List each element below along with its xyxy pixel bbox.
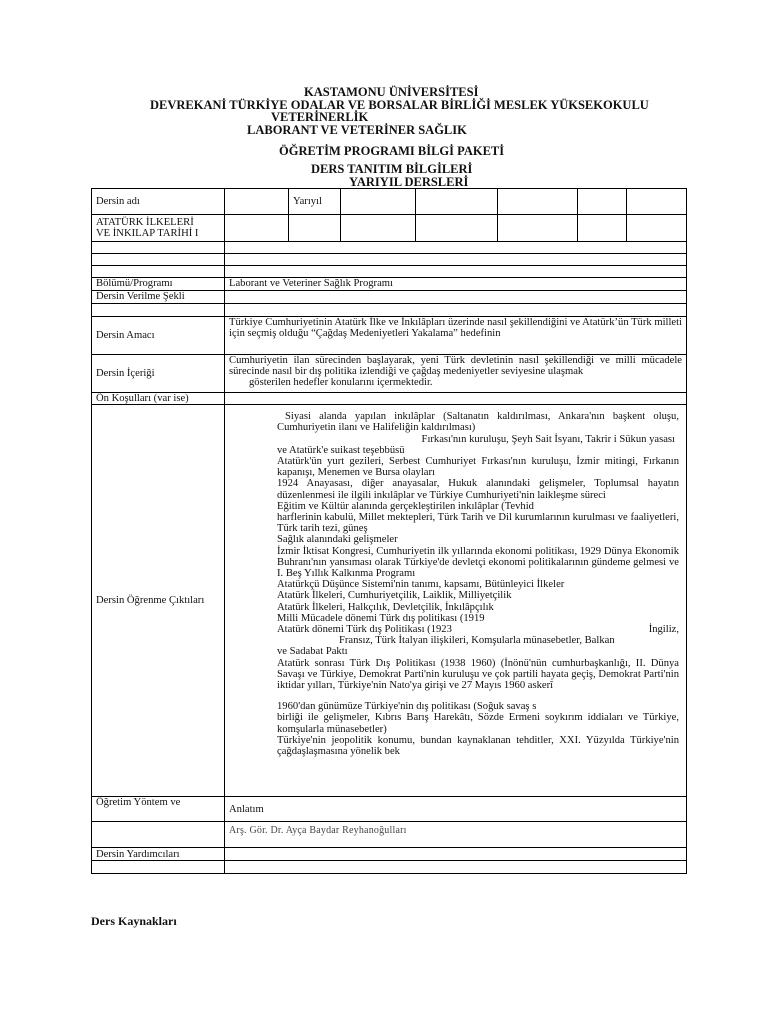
- empty-cell: [225, 848, 687, 861]
- prereq-label: Ön Koşulları (var ise): [92, 393, 225, 405]
- list-item: Atatürk sonrası Türk Dış Politikası (1938 1960) (İnönü'nün cumhurbaşkanlığı, II. Dünya Savaşı ve Türkiye, Demokrat Parti'nin kuruluşu ve çok partili hayata geçiş, Demokrat Parti'nin iktidar yılları, Türkiye'nin Nato'ya girişi ve 27 Mayıs 1960 askerî: [277, 657, 679, 692]
- list-item-text: İngiliz,: [648, 624, 679, 636]
- empty-cell: [92, 861, 225, 874]
- list-item: 1924 Anayasası, diğer anayasalar, Hukuk alanındaki gelişmeler, Toplumsal hayatın düzenlenmesi ile ilgili inkılâplar ve Türkiye Cumhuriyeti'nin laikleşme süreci: [277, 478, 679, 501]
- table-row: [92, 242, 687, 254]
- empty-cell: [498, 215, 578, 242]
- list-item: Sağlık alanındaki gelişmeler: [277, 534, 398, 546]
- school-title: DEVREKANİ TÜRKİYE ODALAR VE BORSALAR BİRLİĞİ MESLEK YÜKSEKOKULU: [150, 98, 649, 112]
- list-item: Atatürk İlkeleri, Cumhuriyetçilik, Laiklik, Milliyetçilik: [277, 590, 512, 602]
- assistants-label: Dersin Yardımcıları: [92, 848, 225, 861]
- info-title: DERS TANITIM BİLGİLERİ: [311, 162, 473, 176]
- table-row: [92, 254, 687, 266]
- empty-cell: [578, 215, 627, 242]
- empty-cell: [416, 189, 498, 215]
- list-item-text: Atatürk dönemi Türk dış Politikası (1923: [277, 624, 452, 636]
- program-title: LABORANT VE VETERİNER SAĞLIK: [247, 123, 467, 137]
- list-item: Fırkası'nın kuruluşu, Şeyh Sait İsyanı, Takrir i Sükun yasası: [421, 433, 675, 445]
- department-label: Bölümü/Programı: [92, 278, 225, 291]
- table-row: [92, 405, 687, 797]
- aim-value: Türkiye Cumhuriyetinin Atatürk İlke ve İnkılâpları üzerinde nasıl şekillendiğini ve Atatürk’ün Türk milleti için seçmiş olduğu “Çağdaş Medeniyetleri Yakalama” hedefinin: [225, 317, 687, 355]
- empty-cell: [92, 266, 225, 278]
- methods-value: Anlatım: [225, 797, 687, 822]
- empty-cell: [341, 215, 416, 242]
- list-item: Atatürk İlkeleri, Halkçılık, Devletçilik, İnkılâpçılık: [277, 601, 494, 613]
- empty-cell: [92, 822, 225, 848]
- table-row: [92, 355, 687, 393]
- empty-cell: [627, 215, 687, 242]
- list-item: [277, 624, 679, 635]
- table-row: [92, 393, 687, 405]
- empty-cell: [225, 266, 687, 278]
- list-item: Eğitim ve Kültür alanında gerçekleştirilen inkılâplar (Tevhid: [277, 500, 534, 512]
- package-title: ÖĞRETİM PROGRAMI BİLGİ PAKETİ: [279, 144, 505, 158]
- semester-label: Yarıyıl: [289, 189, 341, 215]
- empty-cell: [92, 254, 225, 266]
- table-row: [92, 278, 687, 291]
- table-row: [92, 317, 687, 355]
- empty-cell: [225, 254, 687, 266]
- table-row: [92, 861, 687, 874]
- table-row: [92, 266, 687, 278]
- empty-cell: [289, 215, 341, 242]
- empty-cell: [578, 189, 627, 215]
- department-value: Laborant ve Veteriner Sağlık Programı: [225, 278, 687, 291]
- table-row: [92, 215, 687, 242]
- list-item: ve Atatürk'e suikast teşebbüsü: [277, 444, 405, 456]
- content-value-1: Cumhuriyetin ilan sürecinden başlayarak, yeni Türk devletinin nasıl şekillendiği ve milli mücadele sürecinde nasıl bir dış politika izlendiği ve çağdaş medeniyetler seviyesine ulaşmak: [229, 355, 682, 378]
- empty-cell: [225, 215, 289, 242]
- list-item: Fransız, Türk İtalyan ilişkileri, Komşularla münasebetler, Balkan: [339, 635, 615, 647]
- university-title: KASTAMONU ÜNİVERSİTESİ: [304, 85, 479, 99]
- instructor-name: Arş. Gör. Dr. Ayça Baydar Reyhanoğulları: [229, 825, 407, 837]
- delivery-label: Dersin Verilme Şekli: [92, 291, 225, 304]
- empty-cell: [92, 242, 225, 254]
- course-name-line1: ATATÜRK İLKELERİ: [96, 217, 194, 228]
- empty-cell: [225, 189, 289, 215]
- empty-cell: [92, 304, 225, 317]
- empty-cell: [416, 215, 498, 242]
- list-item: 1960'dan günümüze Türkiye'nin dış politikası (Soğuk savaş s: [277, 701, 537, 713]
- empty-cell: [225, 861, 687, 874]
- content-value: [225, 355, 687, 393]
- department-title: VETERİNERLİK: [271, 110, 369, 124]
- list-item: Atatürkçü Düşünce Sistemi'nin tanımı, kapsamı, Bütünleyici İlkeler: [277, 579, 565, 591]
- empty-cell: [225, 291, 687, 304]
- course-name-label: Dersin adı: [92, 189, 225, 215]
- list-item: Milli Mücadele dönemi Türk dış politikası (1919: [277, 612, 485, 624]
- table-row: [92, 189, 687, 215]
- empty-cell: [225, 242, 687, 254]
- content-label: Dersin İçeriği: [92, 355, 225, 393]
- course-info-table: [91, 188, 687, 874]
- aim-label: Dersin Amacı: [92, 317, 225, 355]
- sources-heading: Ders Kaynakları: [91, 914, 177, 928]
- list-item: harflerinin kabulü, Millet mektepleri, Türk Tarih ve Dil kurumlarının kurulması ve faaliyetleri, Türk tarih tezi, güneş: [277, 512, 679, 535]
- list-item: İzmir İktisat Kongresi, Cumhuriyetin ilk yıllarında ekonomi politikası, 1929 Dünya Ekonomik Buhranı'nın yansıması olarak Türkiye'de devletçi ekonomi politikalarının gündeme gelmesi ve I. Beş Yıllık Kalkınma Programı: [277, 545, 679, 580]
- outcomes-label: Dersin Öğrenme Çıktıları: [92, 405, 225, 797]
- content-value-2: gösterilen hedefler konularını içermektedir.: [249, 377, 433, 389]
- empty-cell: [225, 304, 687, 317]
- empty-cell: [627, 189, 687, 215]
- list-item: Siyasi alanda yapılan inkılâplar (Saltanatın kaldırılması, Ankara'nın başkent oluşu, Cumhuriyetin ilanı ve Halifeliğin kaldırılması): [277, 411, 679, 434]
- list-item: birliği ile gelişmeler, Kıbrıs Barış Harekâtı, Sözde Ermeni soykırım iddiaları ve Türkiye, komşularla münasebetler): [277, 712, 679, 735]
- empty-cell: [341, 189, 416, 215]
- table-row: [92, 848, 687, 861]
- outcomes-cell: [225, 405, 687, 797]
- list-item: ve Sadabat Paktı: [277, 646, 348, 658]
- empty-cell: [498, 189, 578, 215]
- table-row: [92, 291, 687, 304]
- list-item: Türkiye'nin jeopolitik konumu, bundan kaynaklanan tehditler, XXI. Yüzyılda Türkiye'nin çağdaşlaşmasına yönelik bek: [277, 734, 679, 758]
- semester-title: YARIYIL DERSLERİ: [349, 175, 469, 189]
- instructor-value: [225, 822, 687, 848]
- methods-label: Öğretim Yöntem ve: [92, 797, 225, 822]
- list-item: Atatürk'ün yurt gezileri, Serbest Cumhuriyet Fırkası'nın kuruluşu, İzmir mitingi, Fırkanın kapanışı, Menemen ve Bursa olayları: [277, 456, 679, 479]
- table-row: [92, 304, 687, 317]
- table-row: [92, 797, 687, 822]
- course-name-value: [92, 215, 225, 242]
- empty-cell: [225, 393, 687, 405]
- course-name-line2: VE İNKILAP TARİHİ I: [96, 228, 199, 239]
- table-row: [92, 822, 687, 848]
